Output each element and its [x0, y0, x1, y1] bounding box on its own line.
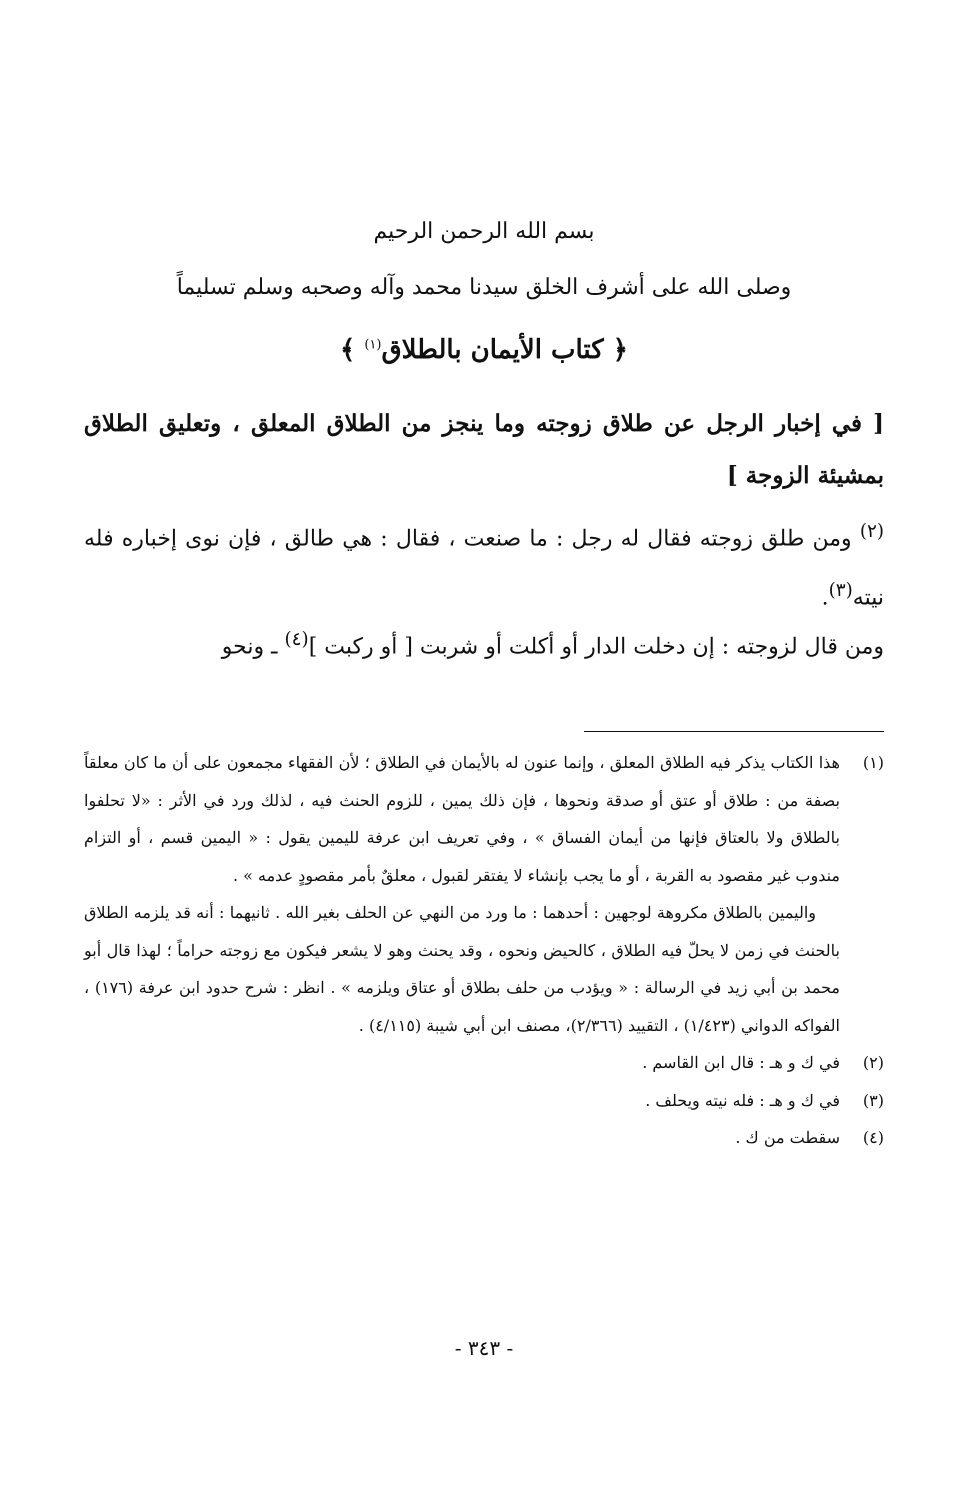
paragraph-1 [84, 506, 884, 625]
footnote-4-text: سقطت من ك . [735, 1128, 840, 1147]
chapter-title [84, 328, 884, 372]
section-heading: [ في إخبار الرجل عن طلاق زوجته وما ينجز من الطلاق المعلق ، وتعليق الطلاق بمشيئة الزوجة ] [84, 410, 884, 489]
footnote-ref-3: (٣) [828, 580, 853, 602]
footnote-1 [84, 744, 884, 894]
footnote-ref-2: (٢) [859, 521, 884, 542]
chapter-title-text: ﴿ كتاب الأيمان بالطلاق [381, 335, 628, 365]
footnote-ref-4: (٤) [284, 629, 309, 650]
basmala: بسم الله الرحمن الرحيم [373, 219, 595, 244]
footnote-separator [584, 731, 884, 732]
footnote-3 [84, 1082, 884, 1120]
footnote-2-text: في ك و هـ : قال ابن القاسم . [642, 1053, 840, 1072]
footnote-2-number: (٢) [862, 1053, 884, 1072]
book-page [84, 0, 884, 1494]
paragraph-1-end: . [821, 585, 829, 611]
chapter-title-close: ﴾ [340, 335, 356, 365]
footnote-1-text: هذا الكتاب يذكر فيه الطلاق المعلق ، وإنما عنون له بالأيمان في الطلاق ؛ لأن الفقهاء مجمعون على أن ما كان معلقاً بصفة من : طلاق أو عتق أو صدقة ونحوها ، فإن ذلك يمين ، للزوم الحنث فيه ، لذلك ورد في الأثر : «لا تحلفوا بالطلاق ولا بالعتاق فإنها من أيمان الفساق » ، وفي تعريف ابن عرفة لليمين يقول : « اليمين قسم ، أو التزام مندوب غير مقصود به القربة ، أو ما يجب بإنشاء لا يفتقر لقبول ، معلقٌ بأمر مقصودٍ عدمه » . [84, 753, 840, 885]
footnote-1-number: (١) [862, 753, 884, 772]
paragraph-2-end: ـ ونحو [221, 634, 278, 660]
paragraph-2 [84, 614, 884, 673]
footnote-1-continuation: واليمين بالطلاق مكروهة لوجهين : أحدهما : ما ورد من النهي عن الحلف بغير الله . ثانيهما : أنه قد يلزمه الطلاق بالحنث في زمن لا يحلّ فيه الطلاق ، كالحيض ونحوه ، وقد يحنث وهو لا يشعر فيكون مع زوجته حراماً ؛ لهذا قال أبو محمد بن أبي زيد في الرسالة : « ويؤدب من حلف بطلاق أو عتاق ويلزمه » . انظر : شرح حدود ابن عرفة (١٧٦) ، الفواكه الدواني (١/٤٢٣) ، التقييد (٢/٣٦٦)، مصنف ابن أبي شيبة (٤/١١٥) . [84, 903, 840, 1035]
footnote-4 [84, 1119, 884, 1157]
footnote-3-number: (٣) [862, 1090, 884, 1110]
paragraph-1-text: ومن طلق زوجته فقال له رجل : ما صنعت ، فقال : هي طالق ، فإن نوى إخباره فله نيته [84, 526, 884, 611]
salawat: وصلى الله على أشرف الخلق سيدنا محمد وآله وصحبه وسلم تسليماً [176, 275, 792, 300]
footnote-ref-1: (١) [364, 337, 382, 353]
footnotes [84, 744, 884, 1157]
footnote-4-number: (٤) [862, 1128, 884, 1147]
footnote-3-text: في ك و هـ : فله نيته ويحلف . [645, 1090, 840, 1110]
paragraph-2-text: ومن قال لزوجته : إن دخلت الدار أو أكلت أو شربت [ أو ركبت ] [308, 634, 884, 660]
page-number: - ٣٤٣ - [454, 1336, 514, 1360]
footnote-2 [84, 1044, 884, 1082]
